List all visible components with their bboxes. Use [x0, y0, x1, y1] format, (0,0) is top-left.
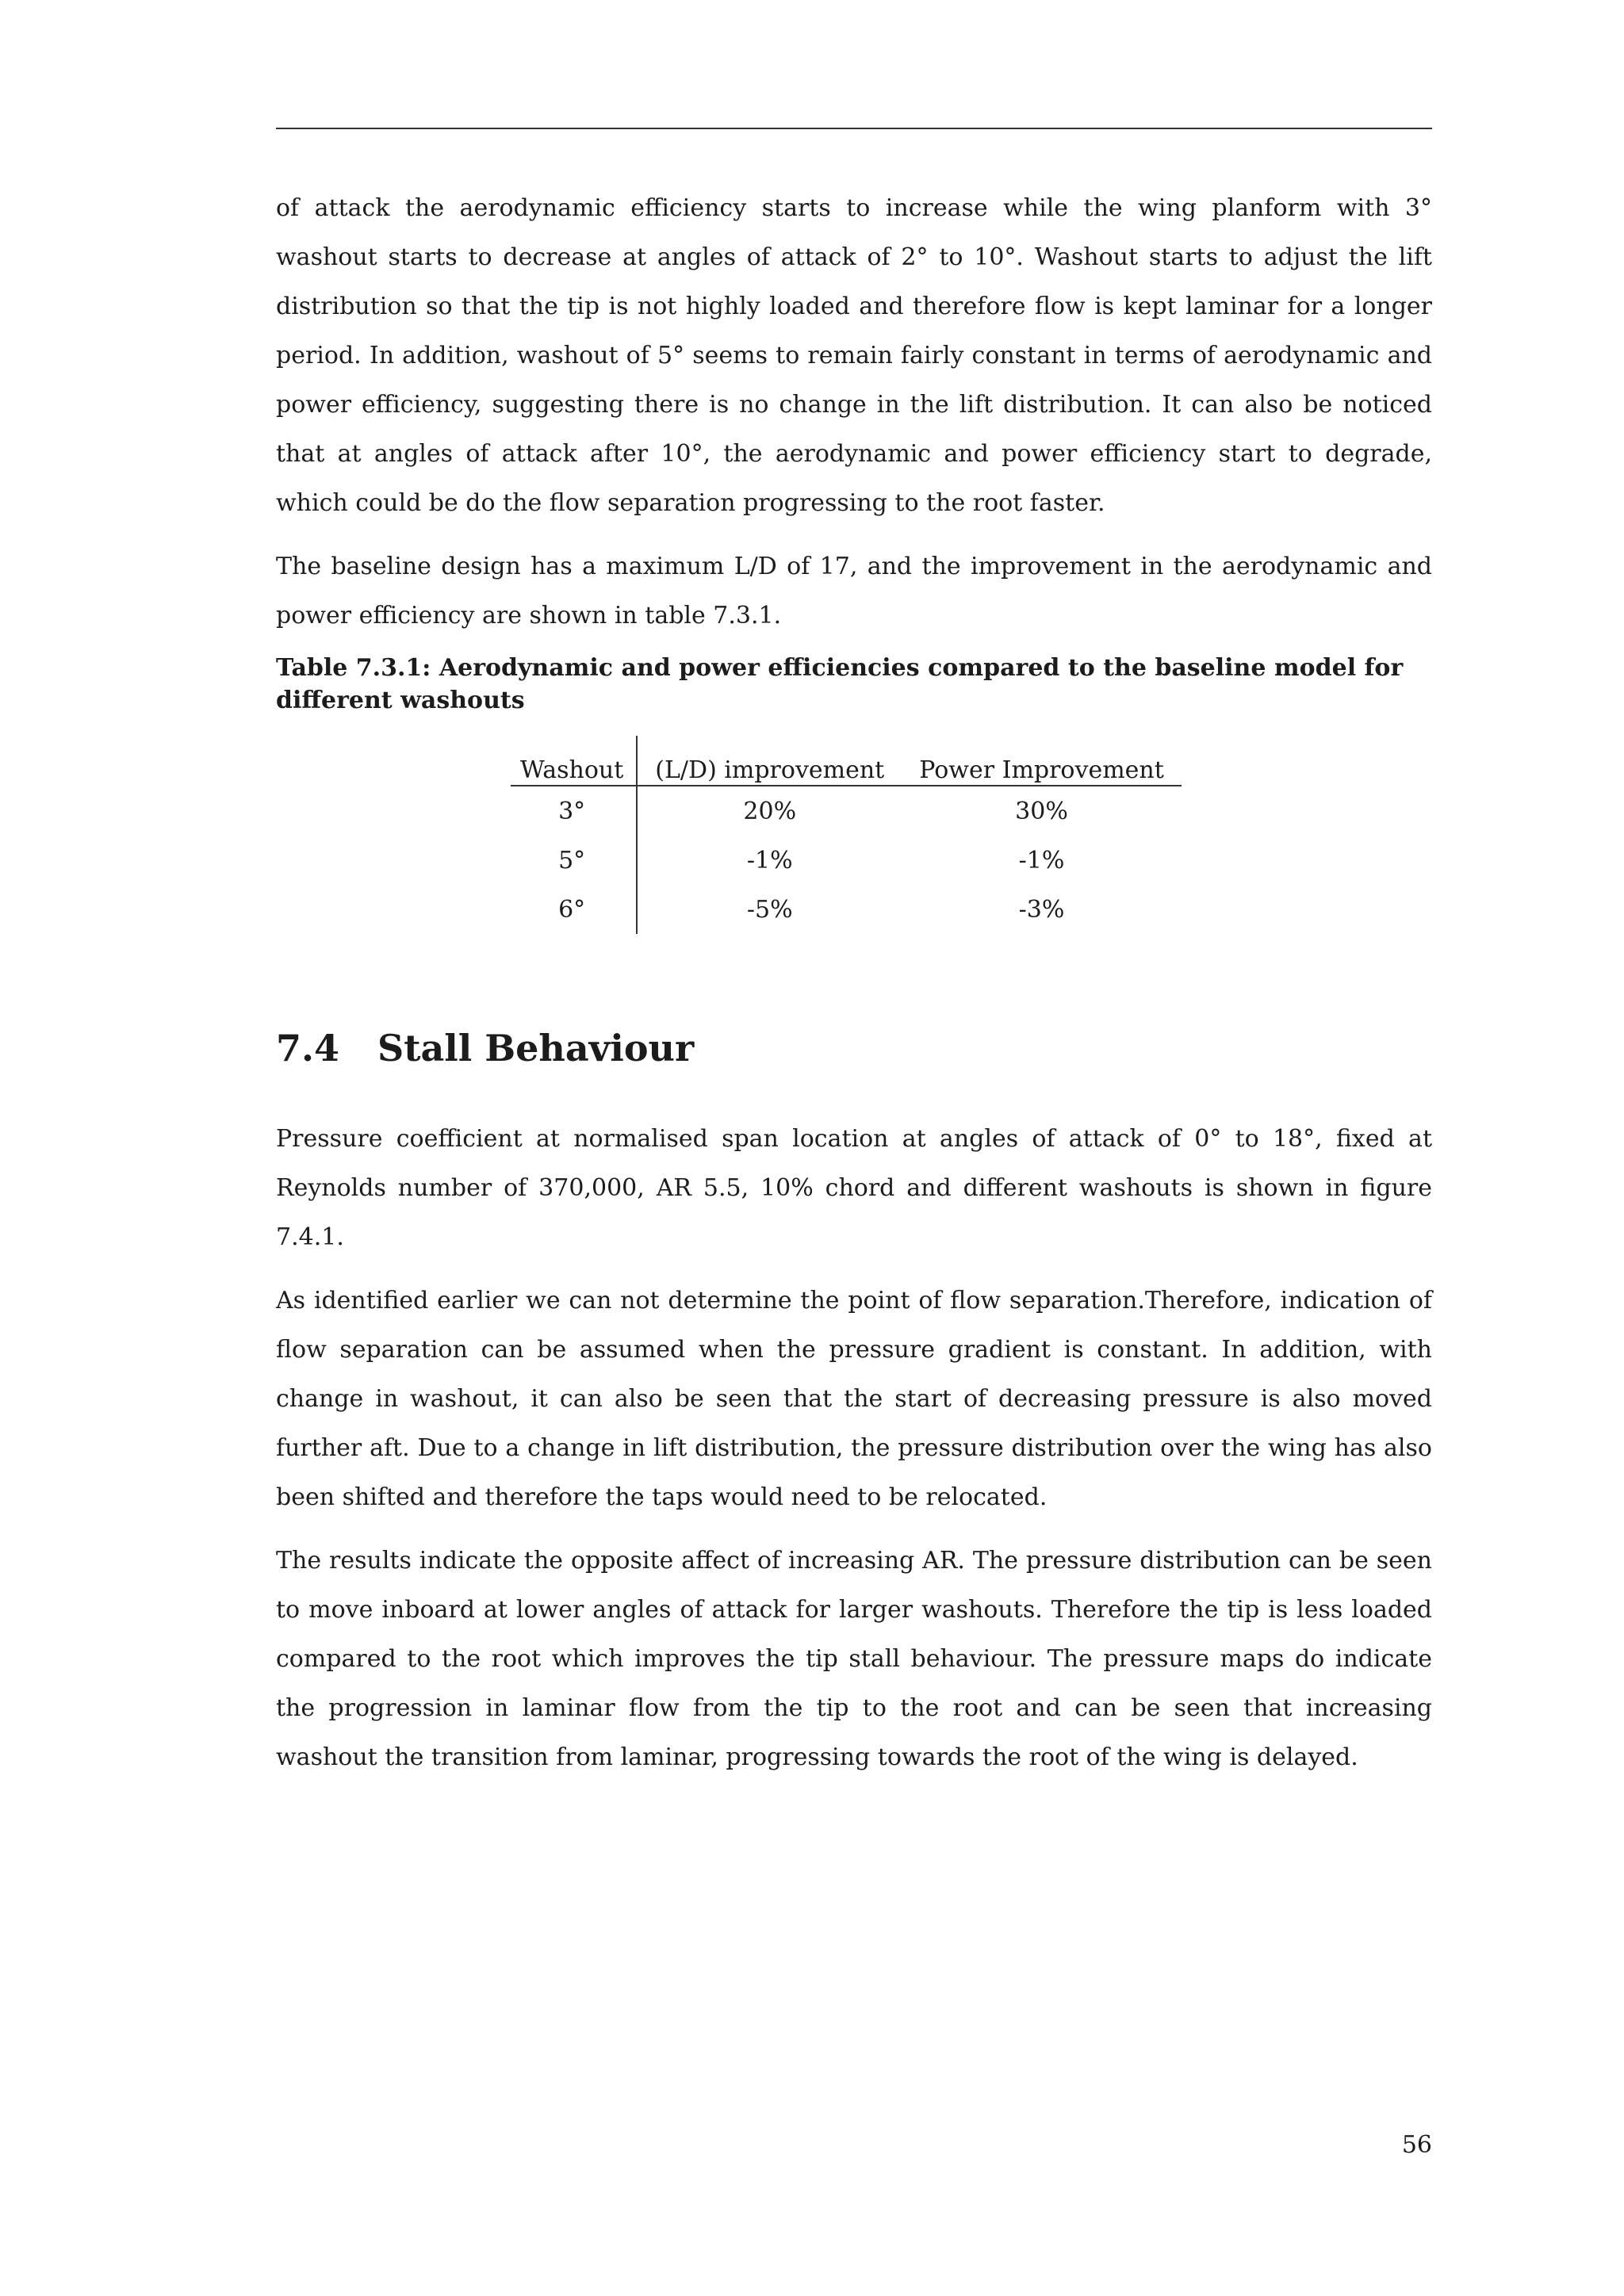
table-cell: 6°	[511, 885, 637, 934]
column-header-washout: Washout	[511, 736, 637, 786]
table-row	[511, 786, 1182, 836]
column-header-ld-improvement: (L/D) improvement	[637, 736, 902, 786]
header-rule	[276, 128, 1432, 129]
table-cell: -1%	[746, 846, 793, 874]
table-cell: -1%	[1018, 846, 1065, 874]
table-row	[511, 885, 1182, 934]
table-cell: 30%	[1015, 797, 1068, 825]
body-paragraph: of attack the aerodynamic efficiency starts to increase while the wing planform with 3° washout starts to decrease at angles of attack of 2° to 10°. Washout starts to adjust the lift distribution so that the tip is not highly loaded and therefore flow is kept laminar for a longer period. In addition, washout of 5° seems to remain fairly constant in terms of aerodynamic and power efficiency, suggesting there is no change in the lift distribution. It can also be noticed that at angles of attack after 10°, the aerodynamic and power efficiency start to degrade, which could be do the flow separation progressing to the root faster.	[276, 194, 1432, 517]
page-content	[276, 184, 1432, 1782]
body-paragraph: The results indicate the opposite affect of increasing AR. The pressure distribution can be seen to move inboard at lower angles of attack for larger washouts. Therefore the tip is less loaded compared to the root which improves the tip stall behaviour. The pressure maps do indicate the progression in laminar flow from the tip to the root and can be seen that increasing washout the transition from laminar, progressing towards the root of the wing is delayed.	[276, 1547, 1432, 1771]
section-title: Stall Behaviour	[377, 1027, 695, 1070]
body-paragraph: The baseline design has a maximum L/D of 17, and the improvement in the aerodynamic and power efficiency are shown in table 7.3.1.	[276, 553, 1432, 629]
table-header-row	[511, 736, 1182, 786]
table-cell: 3°	[511, 786, 637, 836]
page-number: 56	[1401, 2131, 1432, 2159]
body-paragraph: As identified earlier we can not determine the point of flow separation.Therefore, indication of flow separation can be assumed when the pressure gradient is constant. In addition, with change in washout, it can also be seen that the start of decreasing pressure is also moved further aft. Due to a change in lift distribution, the pressure distribution over the wing has also been shifted and therefore the taps would need to be relocated.	[276, 1287, 1432, 1511]
section-heading	[276, 1024, 1432, 1072]
table-cell: -3%	[1018, 895, 1065, 924]
section-body	[276, 1115, 1432, 1782]
column-header-power-improvement: Power Improvement	[902, 736, 1182, 786]
table-cell: -5%	[746, 895, 793, 924]
table-container	[276, 736, 1432, 936]
section-number: 7.4	[276, 1027, 340, 1070]
table-cell: 5°	[511, 836, 637, 885]
washout-table	[511, 736, 1182, 934]
table-cell: 20%	[743, 797, 797, 825]
table-row	[511, 836, 1182, 885]
table-caption: Table 7.3.1: Aerodynamic and power efficiencies compared to the baseline model for different washouts	[276, 654, 1404, 714]
body-paragraph: Pressure coefficient at normalised span location at angles of attack of 0° to 18°, fixed at Reynolds number of 370,000, AR 5.5, 10% chord and different washouts is shown in figure 7.4.1.	[276, 1125, 1432, 1251]
